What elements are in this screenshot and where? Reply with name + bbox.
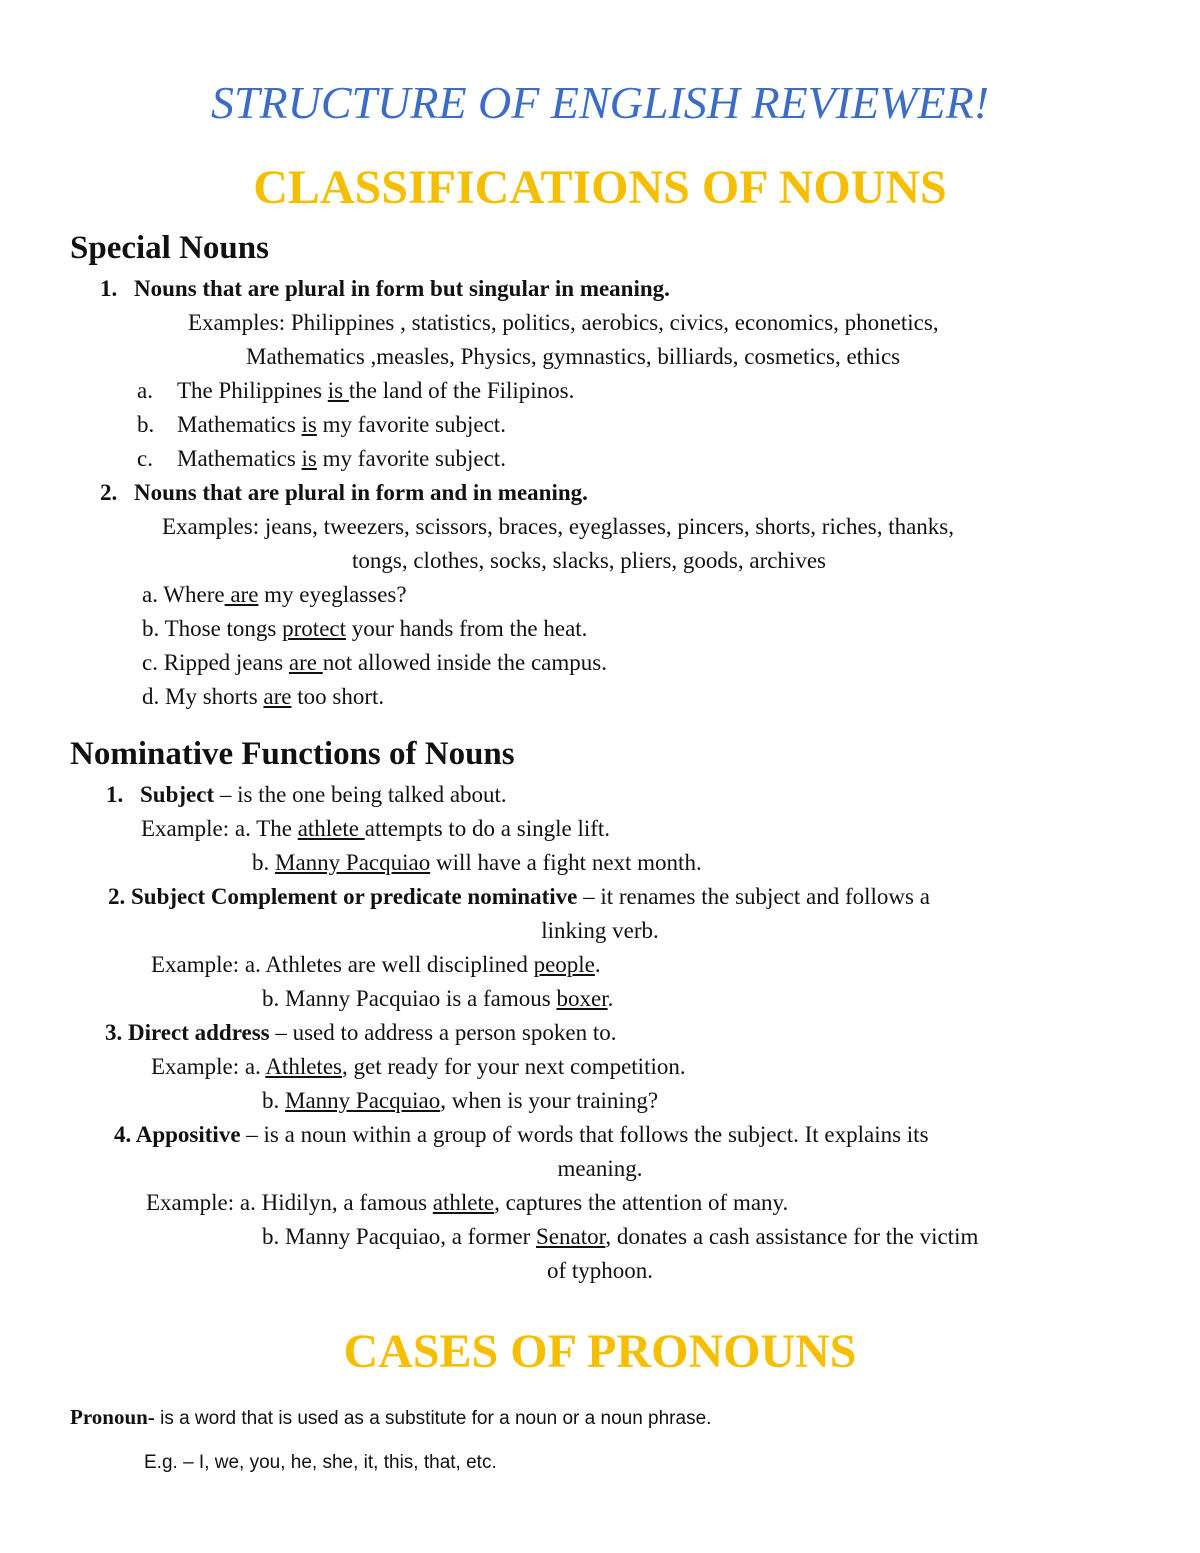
- function-term: 4. Appositive: [114, 1122, 241, 1147]
- example-sentence: b. Manny Pacquiao, when is your training?: [262, 1088, 659, 1113]
- pronoun-term: Pronoun-: [70, 1405, 155, 1429]
- item-text: Nouns that are plural in form but singular in meaning.: [134, 276, 670, 301]
- function-item: 1. Subject – is the one being talked about.: [106, 780, 507, 810]
- underlined-word: protect: [282, 616, 346, 641]
- heading-classifications-of-nouns: CLASSIFICATIONS OF NOUNS: [253, 161, 947, 214]
- example-sentence: Example: a. The athlete attempts to do a single lift.: [141, 816, 611, 841]
- example-sentence: b. Mathematics is my favorite subject.: [137, 412, 506, 437]
- underlined-word: Senator: [536, 1224, 606, 1249]
- underlined-word: athlete: [297, 816, 365, 841]
- list-item: [100, 274, 670, 304]
- example-sentence: a. Where are my eyeglasses?: [142, 582, 407, 607]
- list-item: [100, 478, 588, 508]
- underlined-word: is: [301, 412, 317, 437]
- example-sentence: a. The Philippines is the land of the Filipinos.: [137, 378, 575, 403]
- example-sentence: b. Manny Pacquiao will have a fight next month.: [252, 850, 702, 875]
- example-sentence: b. Manny Pacquiao, a former Senator, donates a cash assistance for the victim: [262, 1224, 979, 1249]
- function-item: 2. Subject Complement or predicate nominative – it renames the subject and follows a: [108, 884, 930, 909]
- item-number: 2.: [100, 480, 118, 505]
- underlined-word: boxer: [556, 986, 608, 1011]
- function-item: 3. Direct address – used to address a person spoken to.: [105, 1020, 617, 1045]
- function-term: 3. Direct address: [105, 1020, 270, 1045]
- example-sentence-continued: of typhoon.: [546, 1258, 654, 1283]
- underlined-word: Athletes: [265, 1054, 342, 1079]
- underlined-word: Manny Pacquiao: [275, 850, 431, 875]
- heading-nominative-functions: Nominative Functions of Nouns: [70, 736, 515, 772]
- function-definition-continued: meaning.: [557, 1156, 643, 1181]
- underlined-word: athlete: [432, 1190, 495, 1215]
- underlined-word: are: [263, 684, 292, 709]
- item-text: Nouns that are plural in form and in meaning.: [134, 480, 588, 505]
- example-sentence: b. Manny Pacquiao is a famous boxer.: [262, 986, 614, 1011]
- example-sentence: c. Mathematics is my favorite subject.: [137, 446, 506, 471]
- example-sentence: b. Those tongs protect your hands from the heat.: [142, 616, 588, 641]
- item-number: 1.: [106, 782, 124, 807]
- function-item: 4. Appositive – is a noun within a group of words that follows the subject. It explains its: [114, 1122, 929, 1147]
- heading-special-nouns: Special Nouns: [70, 230, 269, 266]
- underlined-word: are: [288, 650, 323, 675]
- examples-line: tongs, clothes, socks, slacks, pliers, goods, archives: [352, 548, 826, 573]
- example-sentence: Example: a. Athletes are well disciplined people.: [151, 952, 601, 977]
- document-title: STRUCTURE OF ENGLISH REVIEWER!: [210, 77, 990, 128]
- examples-line: Mathematics ,measles, Physics, gymnastics, billiards, cosmetics, ethics: [246, 344, 901, 369]
- underlined-word: are: [224, 582, 259, 607]
- example-sentence: c. Ripped jeans are not allowed inside the campus.: [142, 650, 607, 675]
- item-number: 1.: [100, 276, 118, 301]
- heading-cases-of-pronouns: CASES OF PRONOUNS: [343, 1325, 857, 1378]
- example-sentence: d. My shorts are too short.: [142, 684, 385, 709]
- function-definition-continued: linking verb.: [541, 918, 659, 943]
- examples-line: Examples: jeans, tweezers, scissors, braces, eyeglasses, pincers, shorts, riches, thanks,: [162, 514, 954, 539]
- pronoun-examples: E.g. – I, we, you, he, she, it, this, that, etc.: [144, 1452, 497, 1473]
- function-term: 2. Subject Complement or predicate nominative: [108, 884, 578, 909]
- underlined-word: is: [327, 378, 349, 403]
- examples-line: Examples: Philippines , statistics, politics, aerobics, civics, economics, phonetics,: [188, 310, 939, 335]
- example-sentence: Example: a. Athletes, get ready for your next competition.: [151, 1054, 686, 1079]
- underlined-word: is: [301, 446, 317, 471]
- example-sentence: Example: a. Hidilyn, a famous athlete, captures the attention of many.: [146, 1190, 789, 1215]
- underlined-word: people: [533, 952, 595, 977]
- function-term: Subject: [140, 782, 215, 807]
- underlined-word: Manny Pacquiao: [285, 1088, 441, 1113]
- pronoun-definition: Pronoun- is a word that is used as a substitute for a noun or a noun phrase.: [70, 1405, 712, 1429]
